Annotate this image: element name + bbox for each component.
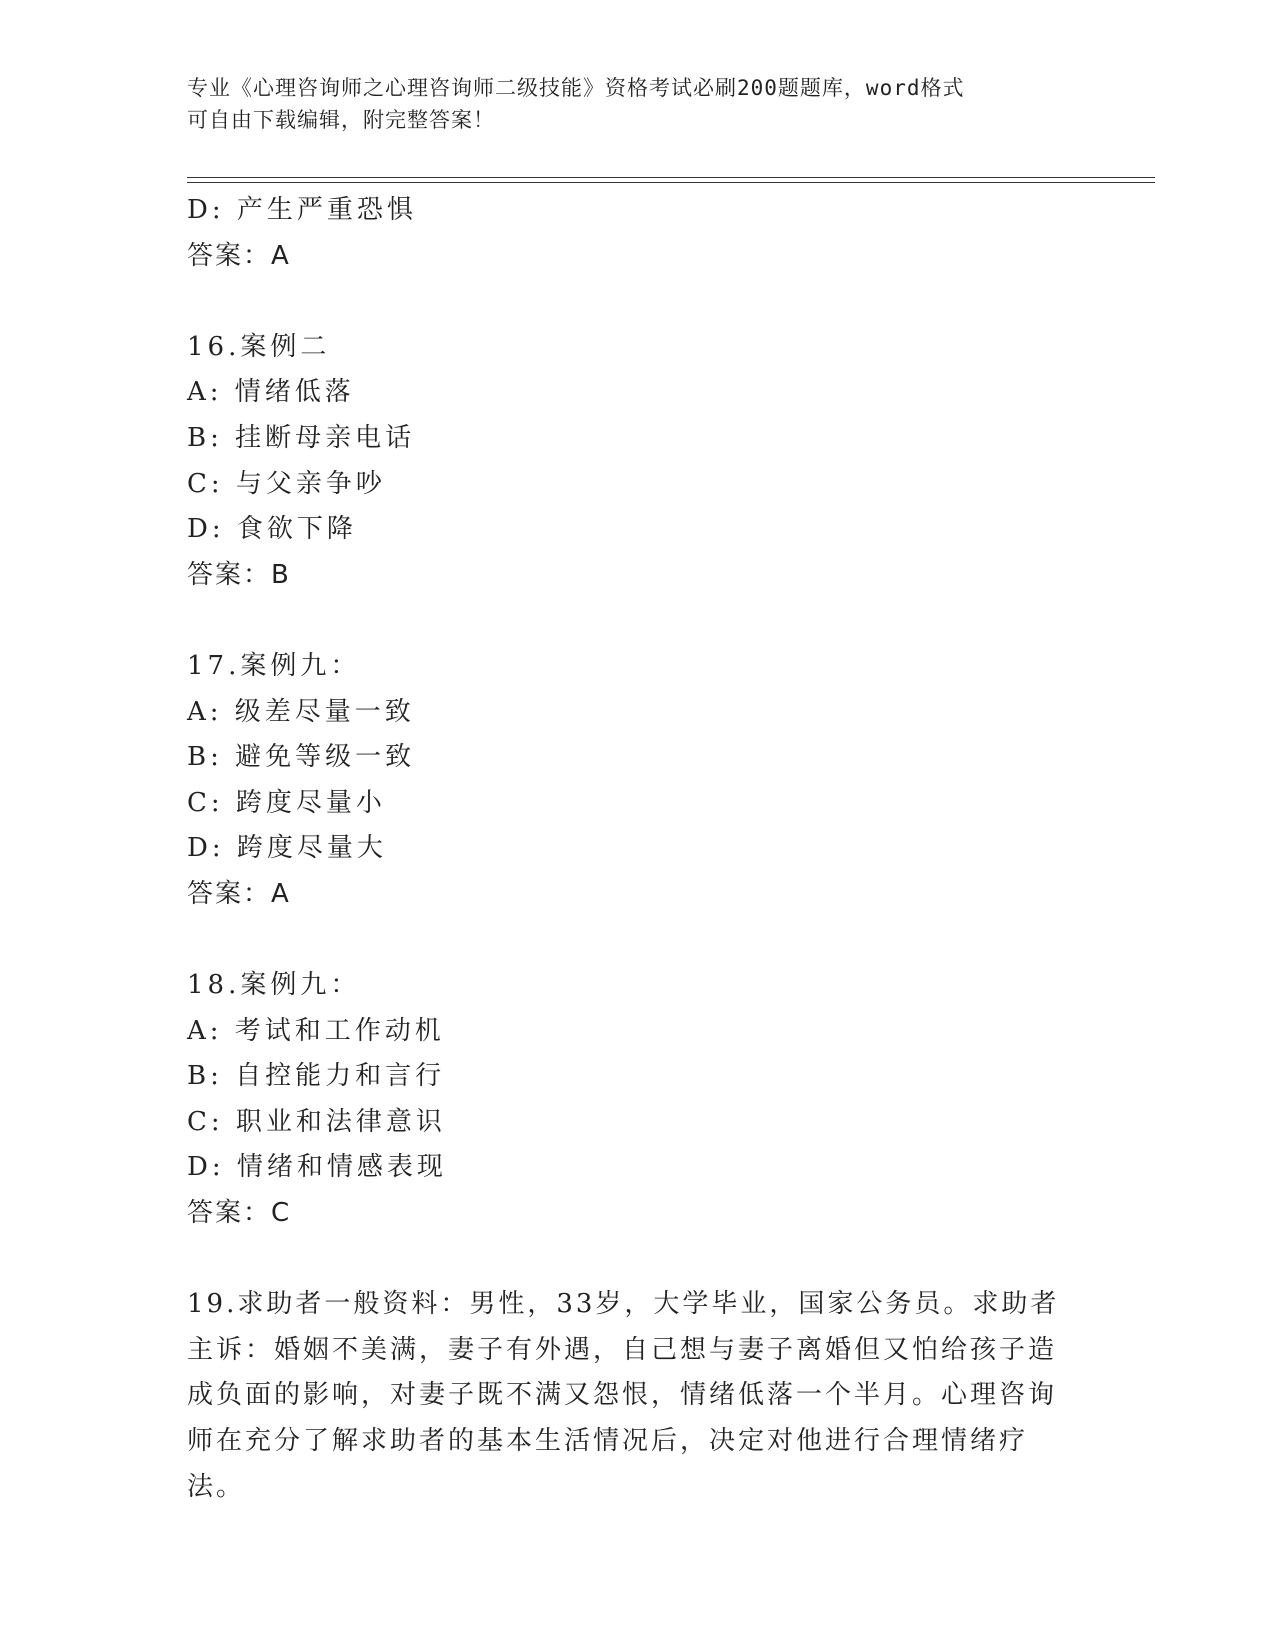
spacer <box>187 1237 1087 1283</box>
option-a: A: 级差尽量一致 <box>187 696 415 727</box>
header-divider-top <box>187 177 1155 178</box>
option-d: D: 跨度尽量大 <box>187 833 387 864</box>
question-title: 16.案例二 <box>187 331 331 362</box>
question-17 <box>187 644 1087 918</box>
spacer <box>187 598 1087 644</box>
answer-label: 答案：A <box>187 240 291 271</box>
option-b: B: 避免等级一致 <box>187 742 416 773</box>
option-b: B: 挂断母亲电话 <box>187 422 416 453</box>
option-c: C: 职业和法律意识 <box>187 1106 446 1137</box>
header-divider-bottom <box>187 182 1155 183</box>
option-a: A: 考试和工作动机 <box>187 1015 445 1046</box>
spacer <box>187 279 1087 325</box>
option-a: A: 情绪低落 <box>187 377 355 408</box>
option-d: D: 食欲下降 <box>187 514 357 545</box>
answer-label: 答案：B <box>187 559 291 590</box>
document-header <box>187 72 1067 136</box>
question-18 <box>187 963 1087 1237</box>
question-16 <box>187 325 1087 599</box>
question-19-text: 19.求助者一般资料：男性，33岁，大学毕业，国家公务员。求助者主诉：婚姻不美满，妻子有外遇，自己想与妻子离婚但又怕给孩子造成负面的影响，对妻子既不满又怨恨，情绪低落一个半月。心理咨询师在充分了解求助者的基本生活情况后，决定对他进行合理情绪疗法。 <box>187 1289 1060 1502</box>
question-title: 17.案例九： <box>187 650 361 681</box>
answer-label: 答案：C <box>187 1198 292 1229</box>
option-c: C: 跨度尽量小 <box>187 787 386 818</box>
document-body <box>187 188 1087 1510</box>
header-line-2: 可自由下载编辑，附完整答案！ <box>187 108 495 132</box>
answer-label: 答案：A <box>187 878 291 909</box>
spacer <box>187 918 1087 964</box>
question-title: 18.案例九： <box>187 970 361 1001</box>
option-b: B: 自控能力和言行 <box>187 1061 446 1092</box>
header-line-1: 专业《心理咨询师之心理咨询师二级技能》资格考试必刷200题题库，word格式 <box>187 76 965 100</box>
option-d: D: 情绪和情感表现 <box>187 1152 447 1183</box>
option-c: C: 与父亲争吵 <box>187 468 386 499</box>
option-d: D: 产生严重恐惧 <box>187 195 417 225</box>
